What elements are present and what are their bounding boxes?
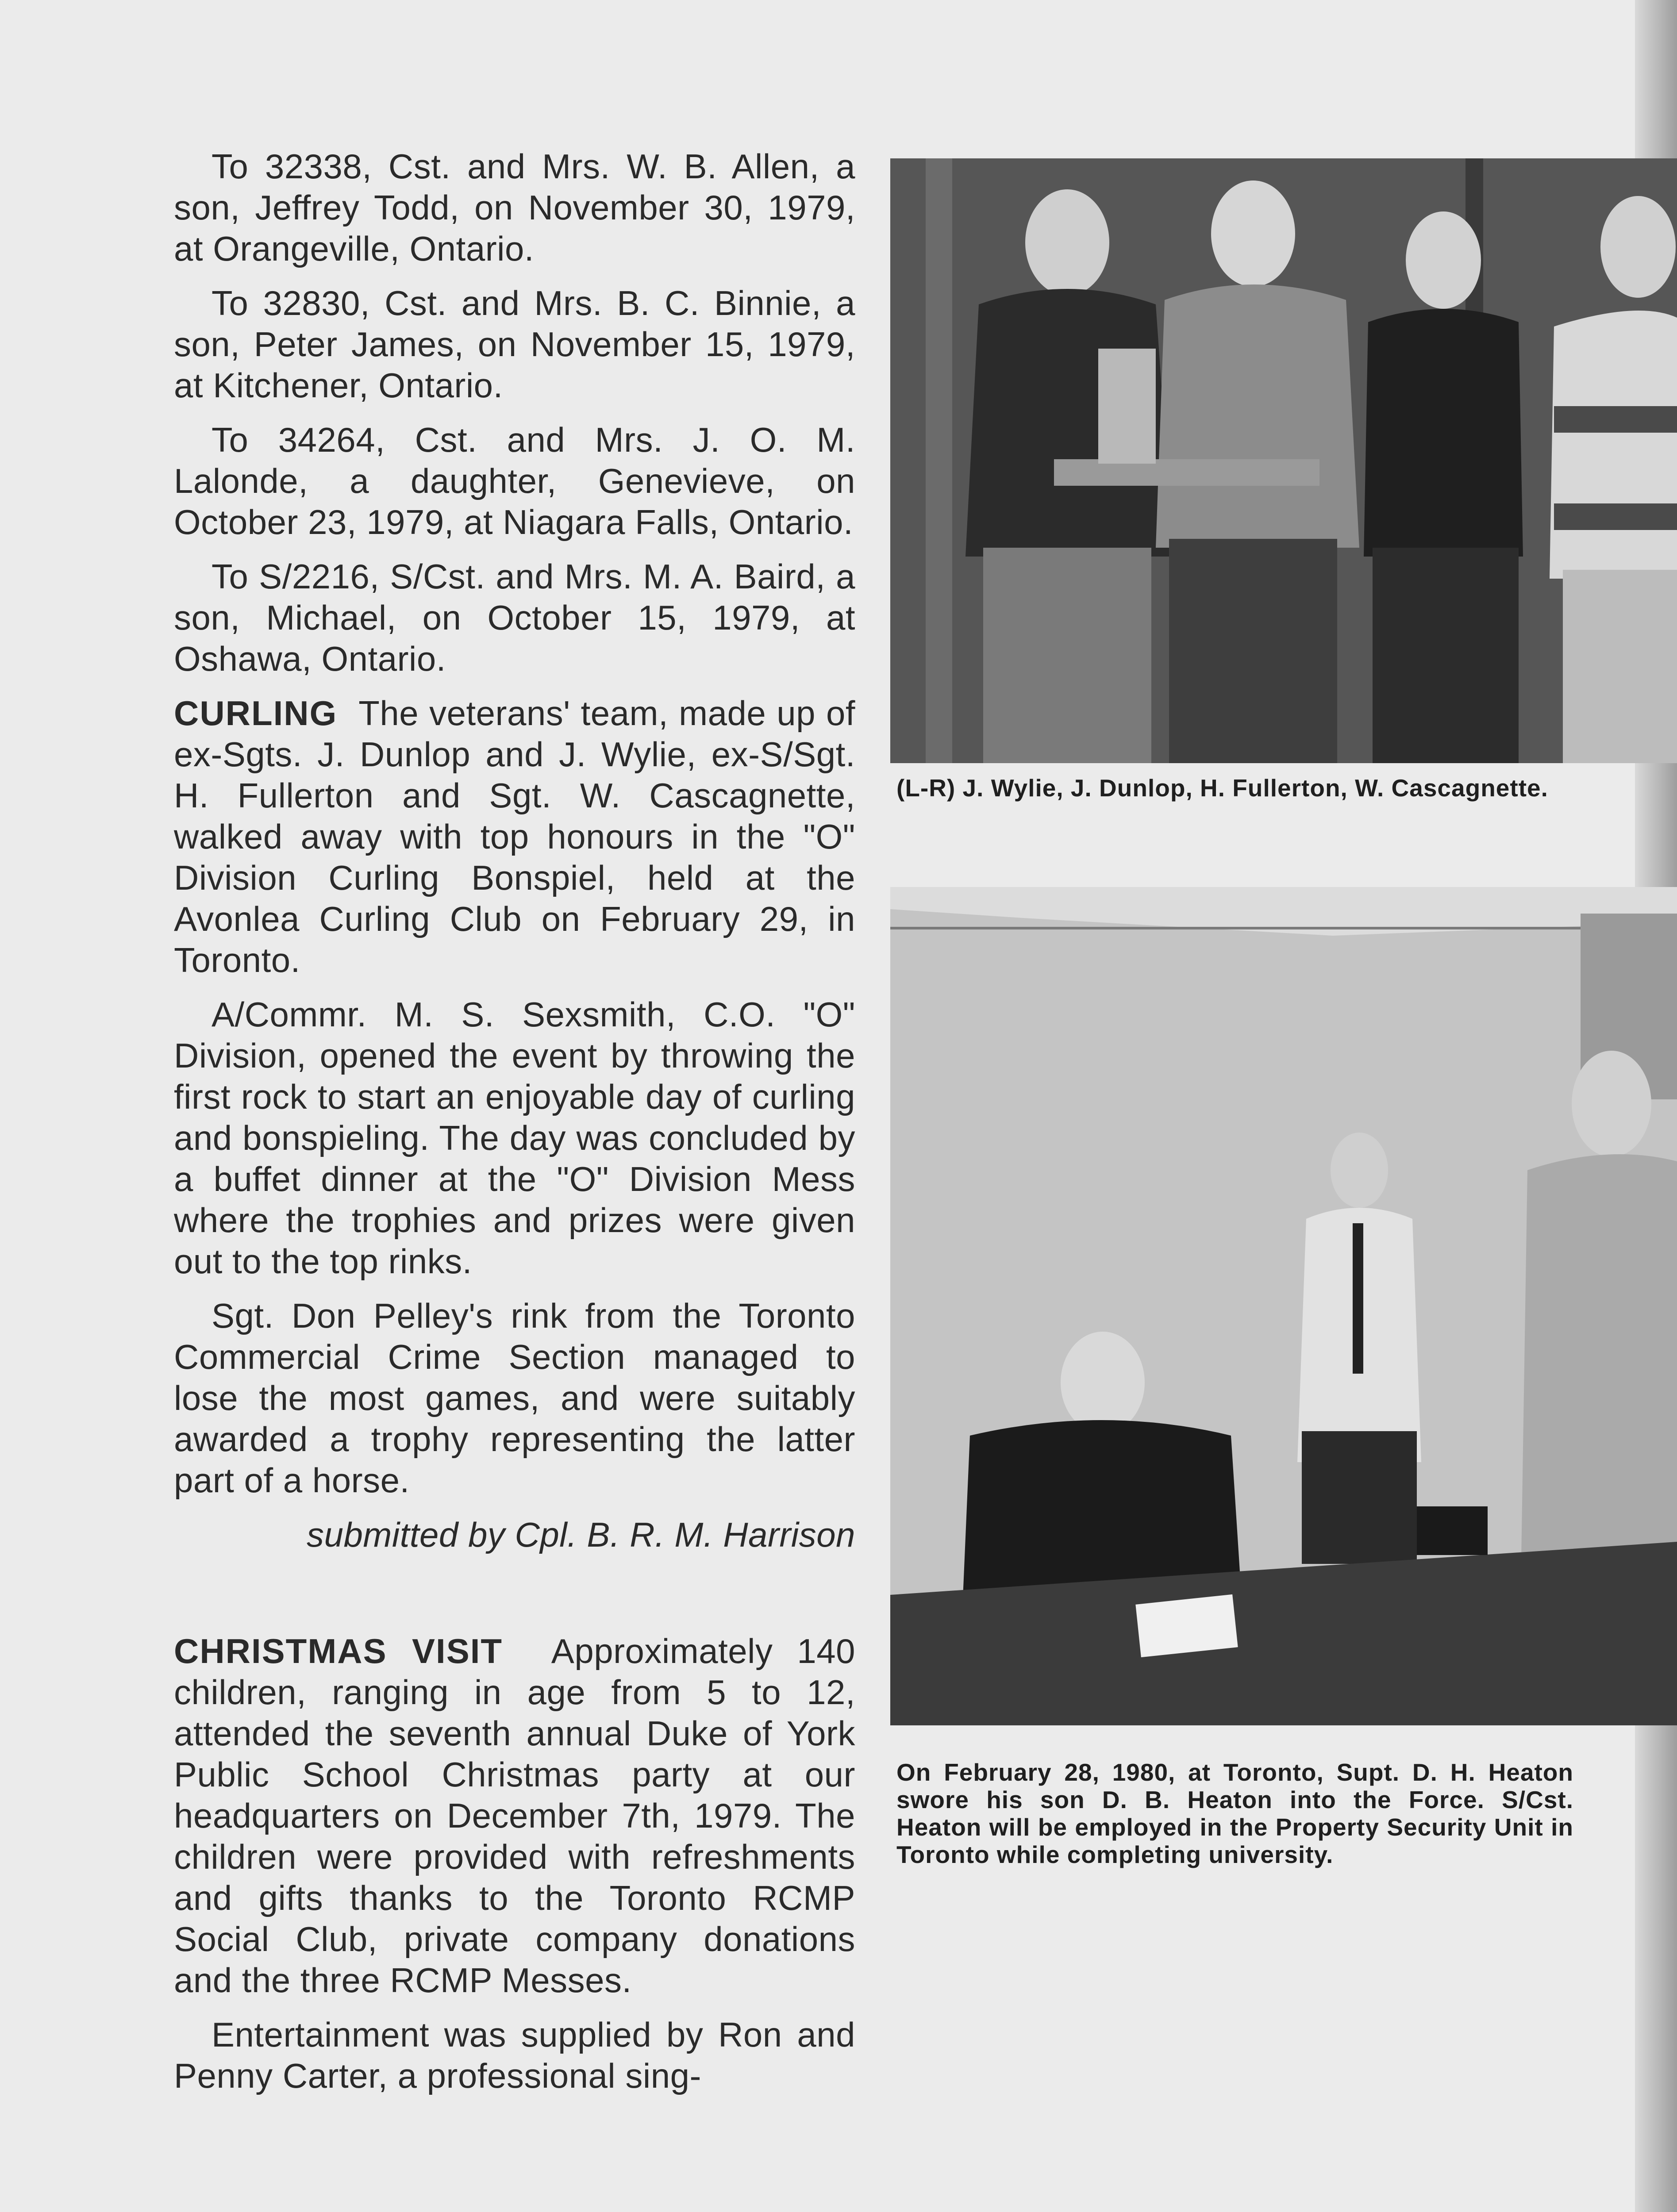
curling-heading: CURLING: [174, 694, 338, 733]
birth-announcement-binnie: To 32830, Cst. and Mrs. B. C. Binnie, a son, Peter James, on November 15, 1979, at Kitchener, Ontario.: [174, 284, 855, 405]
birth-announcement-lalonde: To 34264, Cst. and Mrs. J. O. M. Lalonde, a daughter, Genevieve, on October 23, 1979, at Niagara Falls, Ontario.: [174, 420, 855, 541]
section-gap: [174, 1569, 855, 1631]
curling-team-image: [890, 158, 1677, 763]
christmas-paragraph-1-text: Approximately 140 children, ranging in age from 5 to 12, attended the seventh annual Duke of York Public School Christmas party at our headquarters on December 7th, 1979. The children were provided with refreshments and gifts thanks to the Toronto RCMP Social Club, private company donations and the three RCMP Messes.: [174, 1632, 856, 2000]
left-column: [174, 146, 855, 2110]
birth-announcement-allen: To 32338, Cst. and Mrs. W. B. Allen, a son, Jeffrey Todd, on November 30, 1979, at Orangeville, Ontario.: [174, 147, 855, 268]
curling-signoff: submitted by Cpl. B. R. M. Harrison: [307, 1515, 855, 1554]
swearing-in-photo: [890, 887, 1677, 1725]
christmas-paragraph-1: [174, 1631, 855, 2001]
curling-team-photo: [890, 158, 1677, 763]
christmas-heading: CHRISTMAS VISIT: [174, 1632, 503, 1671]
swearing-in-photo-caption: On February 28, 1980, at Toronto, Supt. D. H. Heaton swore his son D. B. Heaton into the Force. S/Cst. Heaton will be employed in the Property Security Unit in Toronto while completing university.: [896, 1759, 1573, 1868]
swearing-in-image: [890, 887, 1677, 1725]
curling-paragraph-2: A/Commr. M. S. Sexsmith, C.O. "O" Division, opened the event by throwing the first rock to start an enjoyable day of curling and bonspieling. The day was concluded by a buffet dinner at the "O" Division Mess where the trophies and prizes were given out to the top rinks.: [174, 995, 855, 1281]
birth-announcement-baird: To S/2216, S/Cst. and Mrs. M. A. Baird, a son, Michael, on October 15, 1979, at Oshawa, Ontario.: [174, 557, 855, 678]
curling-paragraph-1-text: The veterans' team, made up of ex-Sgts. J. Dunlop and J. Wylie, ex-S/Sgt. H. Fullerton and Sgt. W. Cascagnette, walked away with top honours in the "O" Division Curling Bonspiel, held at the Avonlea Curling Club on February 29, in Toronto.: [174, 694, 855, 979]
curling-photo-caption: (L-R) J. Wylie, J. Dunlop, H. Fullerton, W. Cascagnette.: [896, 774, 1548, 802]
curling-paragraph-1: [174, 693, 855, 981]
curling-paragraph-3: Sgt. Don Pelley's rink from the Toronto Commercial Crime Section managed to lose the most games, and were suitably awarded a trophy representing the latter part of a horse.: [174, 1296, 855, 1500]
christmas-paragraph-2: Entertainment was supplied by Ron and Penny Carter, a professional sing-: [174, 2015, 855, 2095]
